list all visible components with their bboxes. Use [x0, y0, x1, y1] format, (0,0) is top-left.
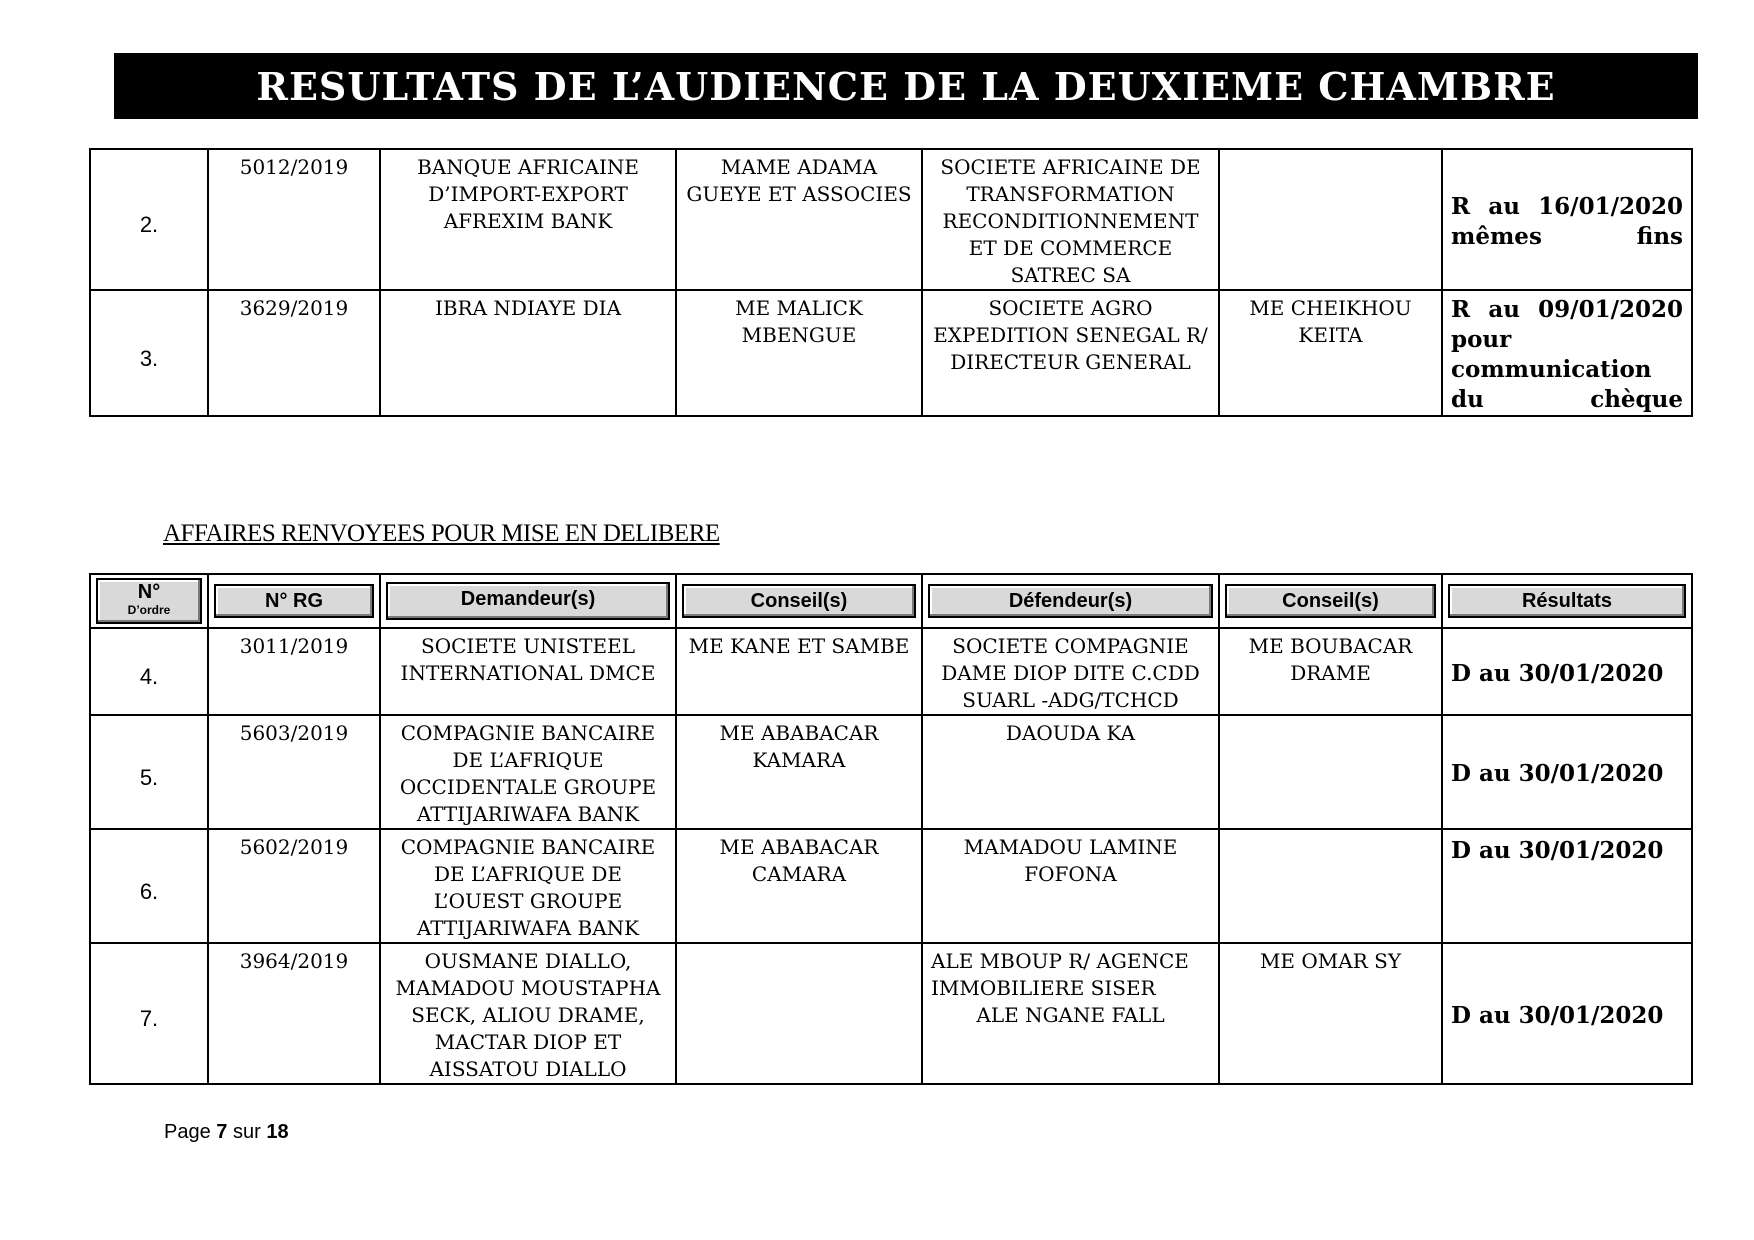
order-cell: 6. — [90, 829, 208, 943]
result-cell: D au 30/01/2020 — [1442, 715, 1692, 829]
result-cell: R au 09/01/2020 pour communication du chèque — [1442, 290, 1692, 416]
plaintiff-counsel-cell: MAME ADAMA GUEYE ET ASSOCIES — [676, 149, 922, 290]
page-title: RESULTATS DE L’AUDIENCE DE LA DEUXIEME CHAMBRE — [256, 63, 1556, 109]
defendant-line-1: ALE MBOUP R/ AGENCE IMMOBILIERE SISER — [931, 949, 1189, 1000]
defendant-line-2: ALE NGANE FALL — [976, 1003, 1165, 1027]
section-title: AFFAIRES RENVOYEES POUR MISE EN DELIBERE — [163, 520, 720, 547]
plaintiff-cell: IBRA NDIAYE DIA — [380, 290, 676, 416]
header-plaintiff: Demandeur(s) — [380, 574, 676, 628]
plaintiff-cell: COMPAGNIE BANCAIRE DE L’AFRIQUE OCCIDENTALE GROUPE ATTIJARIWAFA BANK — [380, 715, 676, 829]
defendant-counsel-cell — [1219, 829, 1442, 943]
header-defendant-counsel: Conseil(s) — [1219, 574, 1442, 628]
footer-middle: sur — [232, 1121, 261, 1143]
rg-cell: 5012/2019 — [208, 149, 380, 290]
order-cell: 2. — [90, 149, 208, 290]
table-row — [90, 628, 1692, 715]
defendant-counsel-cell: ME OMAR SY — [1219, 943, 1442, 1084]
table-row — [90, 829, 1692, 943]
result-cell: D au 30/01/2020 — [1442, 829, 1692, 943]
plaintiff-cell: SOCIETE UNISTEEL INTERNATIONAL DMCE — [380, 628, 676, 715]
table-header-row — [90, 574, 1692, 628]
defendant-cell: SOCIETE COMPAGNIE DAME DIOP DITE C.CDD SUARL -ADG/TCHCD — [922, 628, 1219, 715]
page-banner — [114, 53, 1698, 119]
continued-cases-table — [89, 148, 1693, 417]
page-footer — [164, 1121, 289, 1144]
deliberation-cases-table — [89, 573, 1693, 1085]
rg-cell: 5603/2019 — [208, 715, 380, 829]
plaintiff-counsel-cell: ME MALICK MBENGUE — [676, 290, 922, 416]
defendant-counsel-cell: ME BOUBACAR DRAME — [1219, 628, 1442, 715]
header-order-sub: D’ordre — [127, 603, 171, 617]
footer-page-total: 18 — [266, 1121, 289, 1143]
result-cell: D au 30/01/2020 — [1442, 628, 1692, 715]
header-plaintiff-counsel: Conseil(s) — [676, 574, 922, 628]
defendant-counsel-cell — [1219, 149, 1442, 290]
header-result: Résultats — [1442, 574, 1692, 628]
plaintiff-counsel-cell: ME ABABACAR CAMARA — [676, 829, 922, 943]
defendant-cell: MAMADOU LAMINE FOFONA — [922, 829, 1219, 943]
order-cell: 5. — [90, 715, 208, 829]
defendant-cell: DAOUDA KA — [922, 715, 1219, 829]
header-rg: N° RG — [208, 574, 380, 628]
defendant-counsel-cell — [1219, 715, 1442, 829]
header-defendant: Défendeur(s) — [922, 574, 1219, 628]
defendant-counsel-cell: ME CHEIKHOU KEITA — [1219, 290, 1442, 416]
order-cell: 7. — [90, 943, 208, 1084]
rg-cell: 3011/2019 — [208, 628, 380, 715]
order-cell: 3. — [90, 290, 208, 416]
plaintiff-cell: BANQUE AFRICAINE D’IMPORT-EXPORT AFREXIM BANK — [380, 149, 676, 290]
table-row — [90, 290, 1692, 416]
footer-page-number: 7 — [216, 1121, 228, 1143]
rg-cell: 5602/2019 — [208, 829, 380, 943]
result-cell: R au 16/01/2020 mêmes fins — [1442, 149, 1692, 290]
plaintiff-counsel-cell — [676, 943, 922, 1084]
table-row — [90, 149, 1692, 290]
rg-cell: 3964/2019 — [208, 943, 380, 1084]
header-order — [90, 574, 208, 628]
table-row — [90, 715, 1692, 829]
defendant-cell — [922, 943, 1219, 1084]
header-order-label: N° — [137, 581, 161, 603]
table-row — [90, 943, 1692, 1084]
plaintiff-cell: COMPAGNIE BANCAIRE DE L’AFRIQUE DE L’OUEST GROUPE ATTIJARIWAFA BANK — [380, 829, 676, 943]
defendant-cell: SOCIETE AFRICAINE DE TRANSFORMATION RECONDITIONNEMENT ET DE COMMERCE SATREC SA — [922, 149, 1219, 290]
footer-prefix: Page — [164, 1121, 211, 1143]
defendant-cell: SOCIETE AGRO EXPEDITION SENEGAL R/ DIRECTEUR GENERAL — [922, 290, 1219, 416]
rg-cell: 3629/2019 — [208, 290, 380, 416]
plaintiff-counsel-cell: ME KANE ET SAMBE — [676, 628, 922, 715]
order-cell: 4. — [90, 628, 208, 715]
plaintiff-counsel-cell: ME ABABACAR KAMARA — [676, 715, 922, 829]
result-cell: D au 30/01/2020 — [1442, 943, 1692, 1084]
plaintiff-cell: OUSMANE DIALLO, MAMADOU MOUSTAPHA SECK, ALIOU DRAME, MACTAR DIOP ET AISSATOU DIALLO — [380, 943, 676, 1084]
